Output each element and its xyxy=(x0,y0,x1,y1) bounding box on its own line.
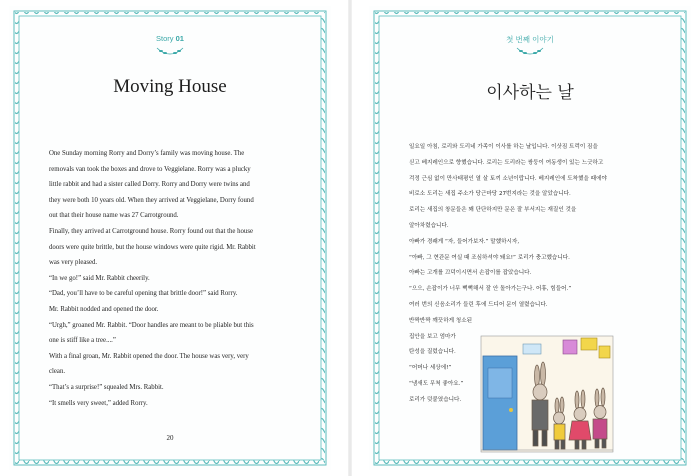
text-line: out that their house name was 27 Carrotground. xyxy=(49,212,179,220)
text-line: 아빠가 경쾌게 “자, 들어가보자.” 말했하시자, xyxy=(409,238,520,245)
text-line: 여러 번의 신음소리가 들린 후에 드디어 문이 열렸습니다. xyxy=(409,301,548,308)
text-line: little rabbit and had a sister called Dorry. Rorry and Dorry were twins and xyxy=(49,181,250,189)
text-line: 집안을 보고 엄마가 xyxy=(409,333,456,340)
text-line: Mr. Rabbit nodded and opened the door. xyxy=(49,305,159,313)
page-number: 20 xyxy=(166,434,174,442)
text-line: 싣고 베지레인으로 향했습니다. 로리는 도리라는 쌍둥이 여동생이 있는 느긋하고 xyxy=(409,159,604,166)
text-line: 아빠는 고개를 끄덕이시면서 손잡이를 잡았습니다. xyxy=(409,270,532,277)
text-line: clean. xyxy=(49,368,66,376)
text-line: “Dad, you’ll have to be careful opening that brittle door!” said Rorry. xyxy=(49,290,238,298)
text-line: was very pleased. xyxy=(49,259,98,267)
text-line: doors were quite brittle, but the house windows were quite rigid. Mr. Rabbit xyxy=(49,243,256,251)
laurel-icon xyxy=(515,46,545,56)
text-line: “That’s a surprise!” squealed Mrs. Rabbit. xyxy=(49,383,164,391)
story-prefix: Story xyxy=(156,34,174,43)
text-line: one is stiff like a tree....” xyxy=(49,337,116,345)
text-line: “Urgh,” groaned Mr. Rabbit. “Door handles are meant to be pliable but this xyxy=(49,321,254,329)
text-line: “In we go!” said Mr. Rabbit cheerily. xyxy=(49,274,150,282)
text-line: With a final groan, Mr. Rabbit opened the door. The house was very, very xyxy=(49,352,249,360)
text-line: Finally, they arrived at Carrotground house. Rorry found out that the house xyxy=(49,227,253,235)
text-line: “으으, 손잡이가 너무 뻑뻑해서 잘 안 돌아가는구나. 어휴, 힘들어.” xyxy=(409,286,572,293)
text-line: 로리는 새집의 창문들은 꽤 단단하지만 문은 잘 부서지는 재질인 것을 xyxy=(409,207,577,214)
text-line: One Sunday morning Rorry and Dorry’s family was moving house. The xyxy=(49,150,245,157)
text-line: 로리가 덧붙였습니다. xyxy=(409,396,462,403)
text-line: 비로소 도리는 새집 주소가 당근마당 27번지라는 것을 알았습니다. xyxy=(409,191,571,198)
text-line: “It smells very sweet,” added Rorry. xyxy=(49,399,148,407)
text-line: 걱정 근심 없이 만사태평인 열 살 토끼 소년이랍니다. 베지레인에 도착했을 때에야 xyxy=(409,175,607,182)
page-title: 이사하는 날 xyxy=(486,83,574,103)
text-line: they were both 10 years old. When they arrived at Veggielane, Dorry found xyxy=(49,196,254,204)
left-page xyxy=(9,6,331,470)
text-line: 탄성을 질렀습니다. xyxy=(409,349,456,356)
story-number: 01 xyxy=(175,34,184,43)
text-line: 일요일 아침, 로리와 도리네 가족이 이사를 하는 날입니다. 이삿짐 트럭이 짐을 xyxy=(409,144,598,150)
right-page xyxy=(369,6,691,470)
text-line: “아빠, 그 현관문 여실 때 조심하셔야 돼요!” 로리가 충고했습니다. xyxy=(409,254,570,261)
book-gutter xyxy=(348,0,352,476)
text-line: removals van took the boxes and drove to Veggielane. Rorry was a plucky xyxy=(49,165,251,173)
story-label: 첫 번째 이야기 xyxy=(506,35,554,44)
text-line: “냄새도 무척 좋아요.” xyxy=(409,380,464,387)
text-line: 알아차렸습니다. xyxy=(409,222,449,229)
story-text xyxy=(49,146,293,411)
rabbit-family-illustration xyxy=(477,328,617,454)
story-label xyxy=(9,34,331,43)
text-line: 반짝반짝 깨끗하게 청소된 xyxy=(409,317,472,324)
laurel-icon xyxy=(155,46,185,56)
page-title: Moving House xyxy=(113,76,227,97)
text-line: “어머나 세상에!” xyxy=(409,365,452,372)
